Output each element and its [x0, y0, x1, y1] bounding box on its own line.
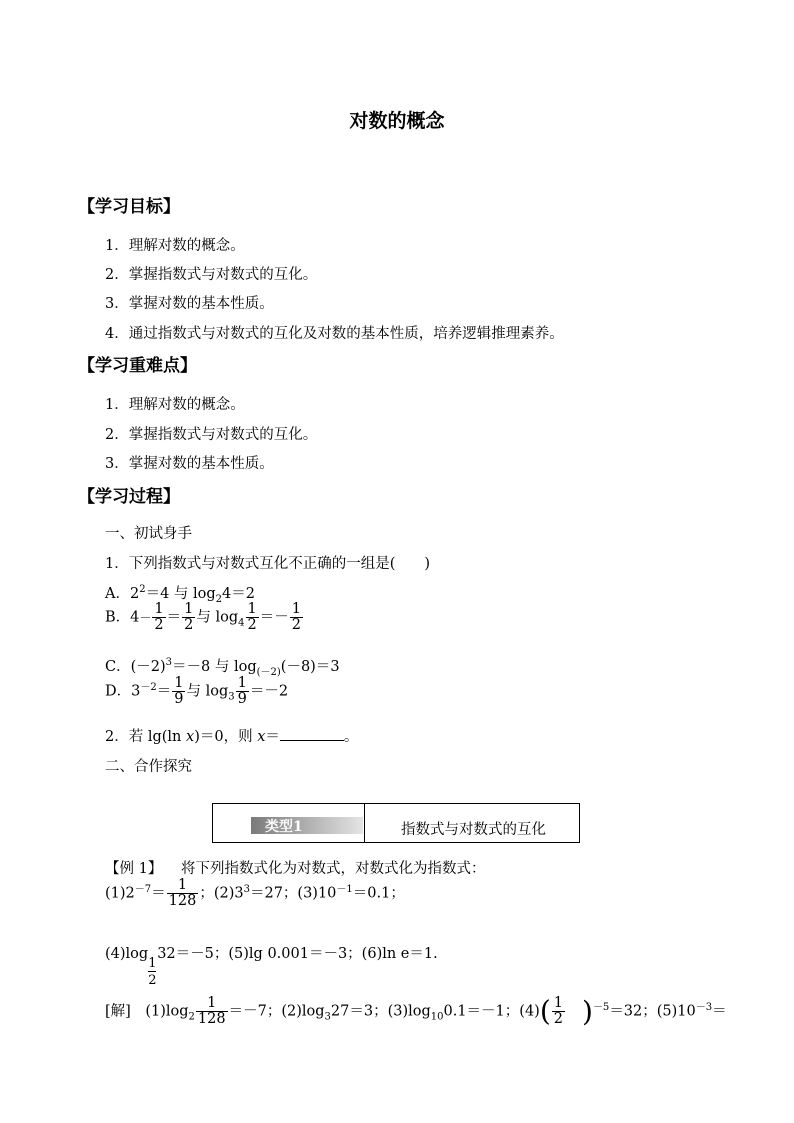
- example-label: 【例 1】: [105, 861, 163, 877]
- key-point-item-2: 2．掌握指数式与对数式的互化。: [105, 427, 318, 443]
- solution-line: [解] $(1)\log_2$ $\frac{1}{128}$ ＝－7；$(2)\log_327=3$；$(3)\log_{10}0.1=-1$；(4)( $\frac{1}{2}$ )$^{-5}$＝32；$(5)10^{-3}=$: [105, 994, 727, 1028]
- question-1: 1．下列指数式与对数式互化不正确的一组是( ): [105, 556, 431, 572]
- option-c: C．$(-2)^3=-8$ 与 $\log_{(-2)}(-8)=3$: [105, 657, 340, 678]
- answer-blank[interactable]: [280, 727, 344, 741]
- page-title: 对数的概念: [349, 110, 445, 132]
- goal-item-1: 1．理解对数的概念。: [105, 238, 245, 254]
- key-point-item-3: 3．掌握对数的基本性质。: [105, 456, 274, 472]
- example-line-2: (4)log $\frac{1}{2}$ 32＝－5；(5)lg 0.001＝－3；(6)ln e＝1.: [105, 946, 438, 988]
- section-heading-key-points: 【学习重难点】: [78, 356, 197, 376]
- section-heading-process: 【学习过程】: [78, 487, 180, 507]
- key-point-item-1: 1．理解对数的概念。: [105, 397, 245, 413]
- part2-title: 二、合作探究: [105, 759, 192, 775]
- goal-item-2: 2．掌握指数式与对数式的互化。: [105, 267, 318, 283]
- type-box-divider: [364, 804, 365, 842]
- type-tag: 类型1: [251, 817, 363, 834]
- type-topic: 指数式与对数式的互化: [401, 822, 546, 838]
- option-b: B．4－ $\frac{1}{2}$ ＝ $\frac{1}{2}$ 与 $\log_4$ $\frac{1}{2}$ ＝－ $\frac{1}{2}$: [105, 601, 301, 634]
- goal-item-4: 4．通过指数式与对数式的互化及对数的基本性质，培养逻辑推理素养。: [105, 326, 564, 342]
- solution-label: [解]: [105, 1003, 131, 1020]
- type-box: [212, 803, 580, 843]
- goal-item-3: 3．掌握对数的基本性质。: [105, 296, 274, 312]
- part1-title: 一、初试身手: [105, 526, 192, 542]
- section-heading-goals: 【学习目标】: [78, 197, 180, 217]
- question-2: 2．若 lg(ln x)＝0，则 x＝ 。: [105, 729, 359, 745]
- option-d: D．$3^{-2}=$ $\frac{1}{9}$ 与 $\log_3$ $\frac{1}{9}$ ＝－2: [105, 675, 289, 708]
- example-text: 将下列指数式化为对数式，对数式化为指数式：: [180, 861, 486, 877]
- option-a: A．$2^2=4$ 与 $\log_24=2$: [105, 584, 255, 605]
- example-1: [105, 857, 485, 878]
- example-line-1: $(1)2^{-7}=$ $\frac{1}{128}$ ；$(2)3^3=27$；$(3)10^{-1}=0.1$；: [105, 877, 405, 910]
